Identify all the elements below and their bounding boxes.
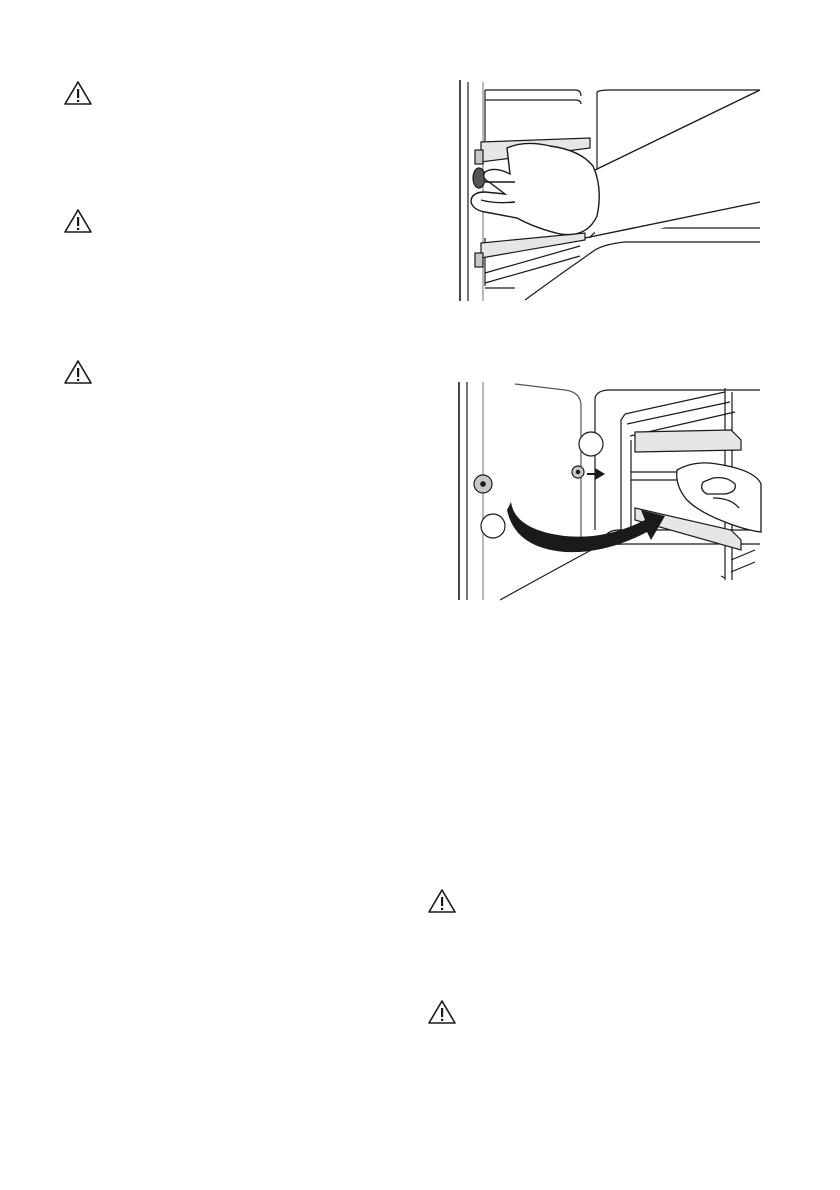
warning-triangle-icon bbox=[63, 359, 93, 385]
warning-triangle-icon bbox=[63, 80, 93, 106]
warning-triangle-icon bbox=[427, 999, 457, 1025]
warning-triangle-icon bbox=[427, 888, 457, 914]
warning-triangle-icon bbox=[63, 208, 93, 234]
shelf-support-removal-illustration bbox=[455, 78, 765, 303]
shelf-support-install-illustration bbox=[455, 380, 765, 602]
